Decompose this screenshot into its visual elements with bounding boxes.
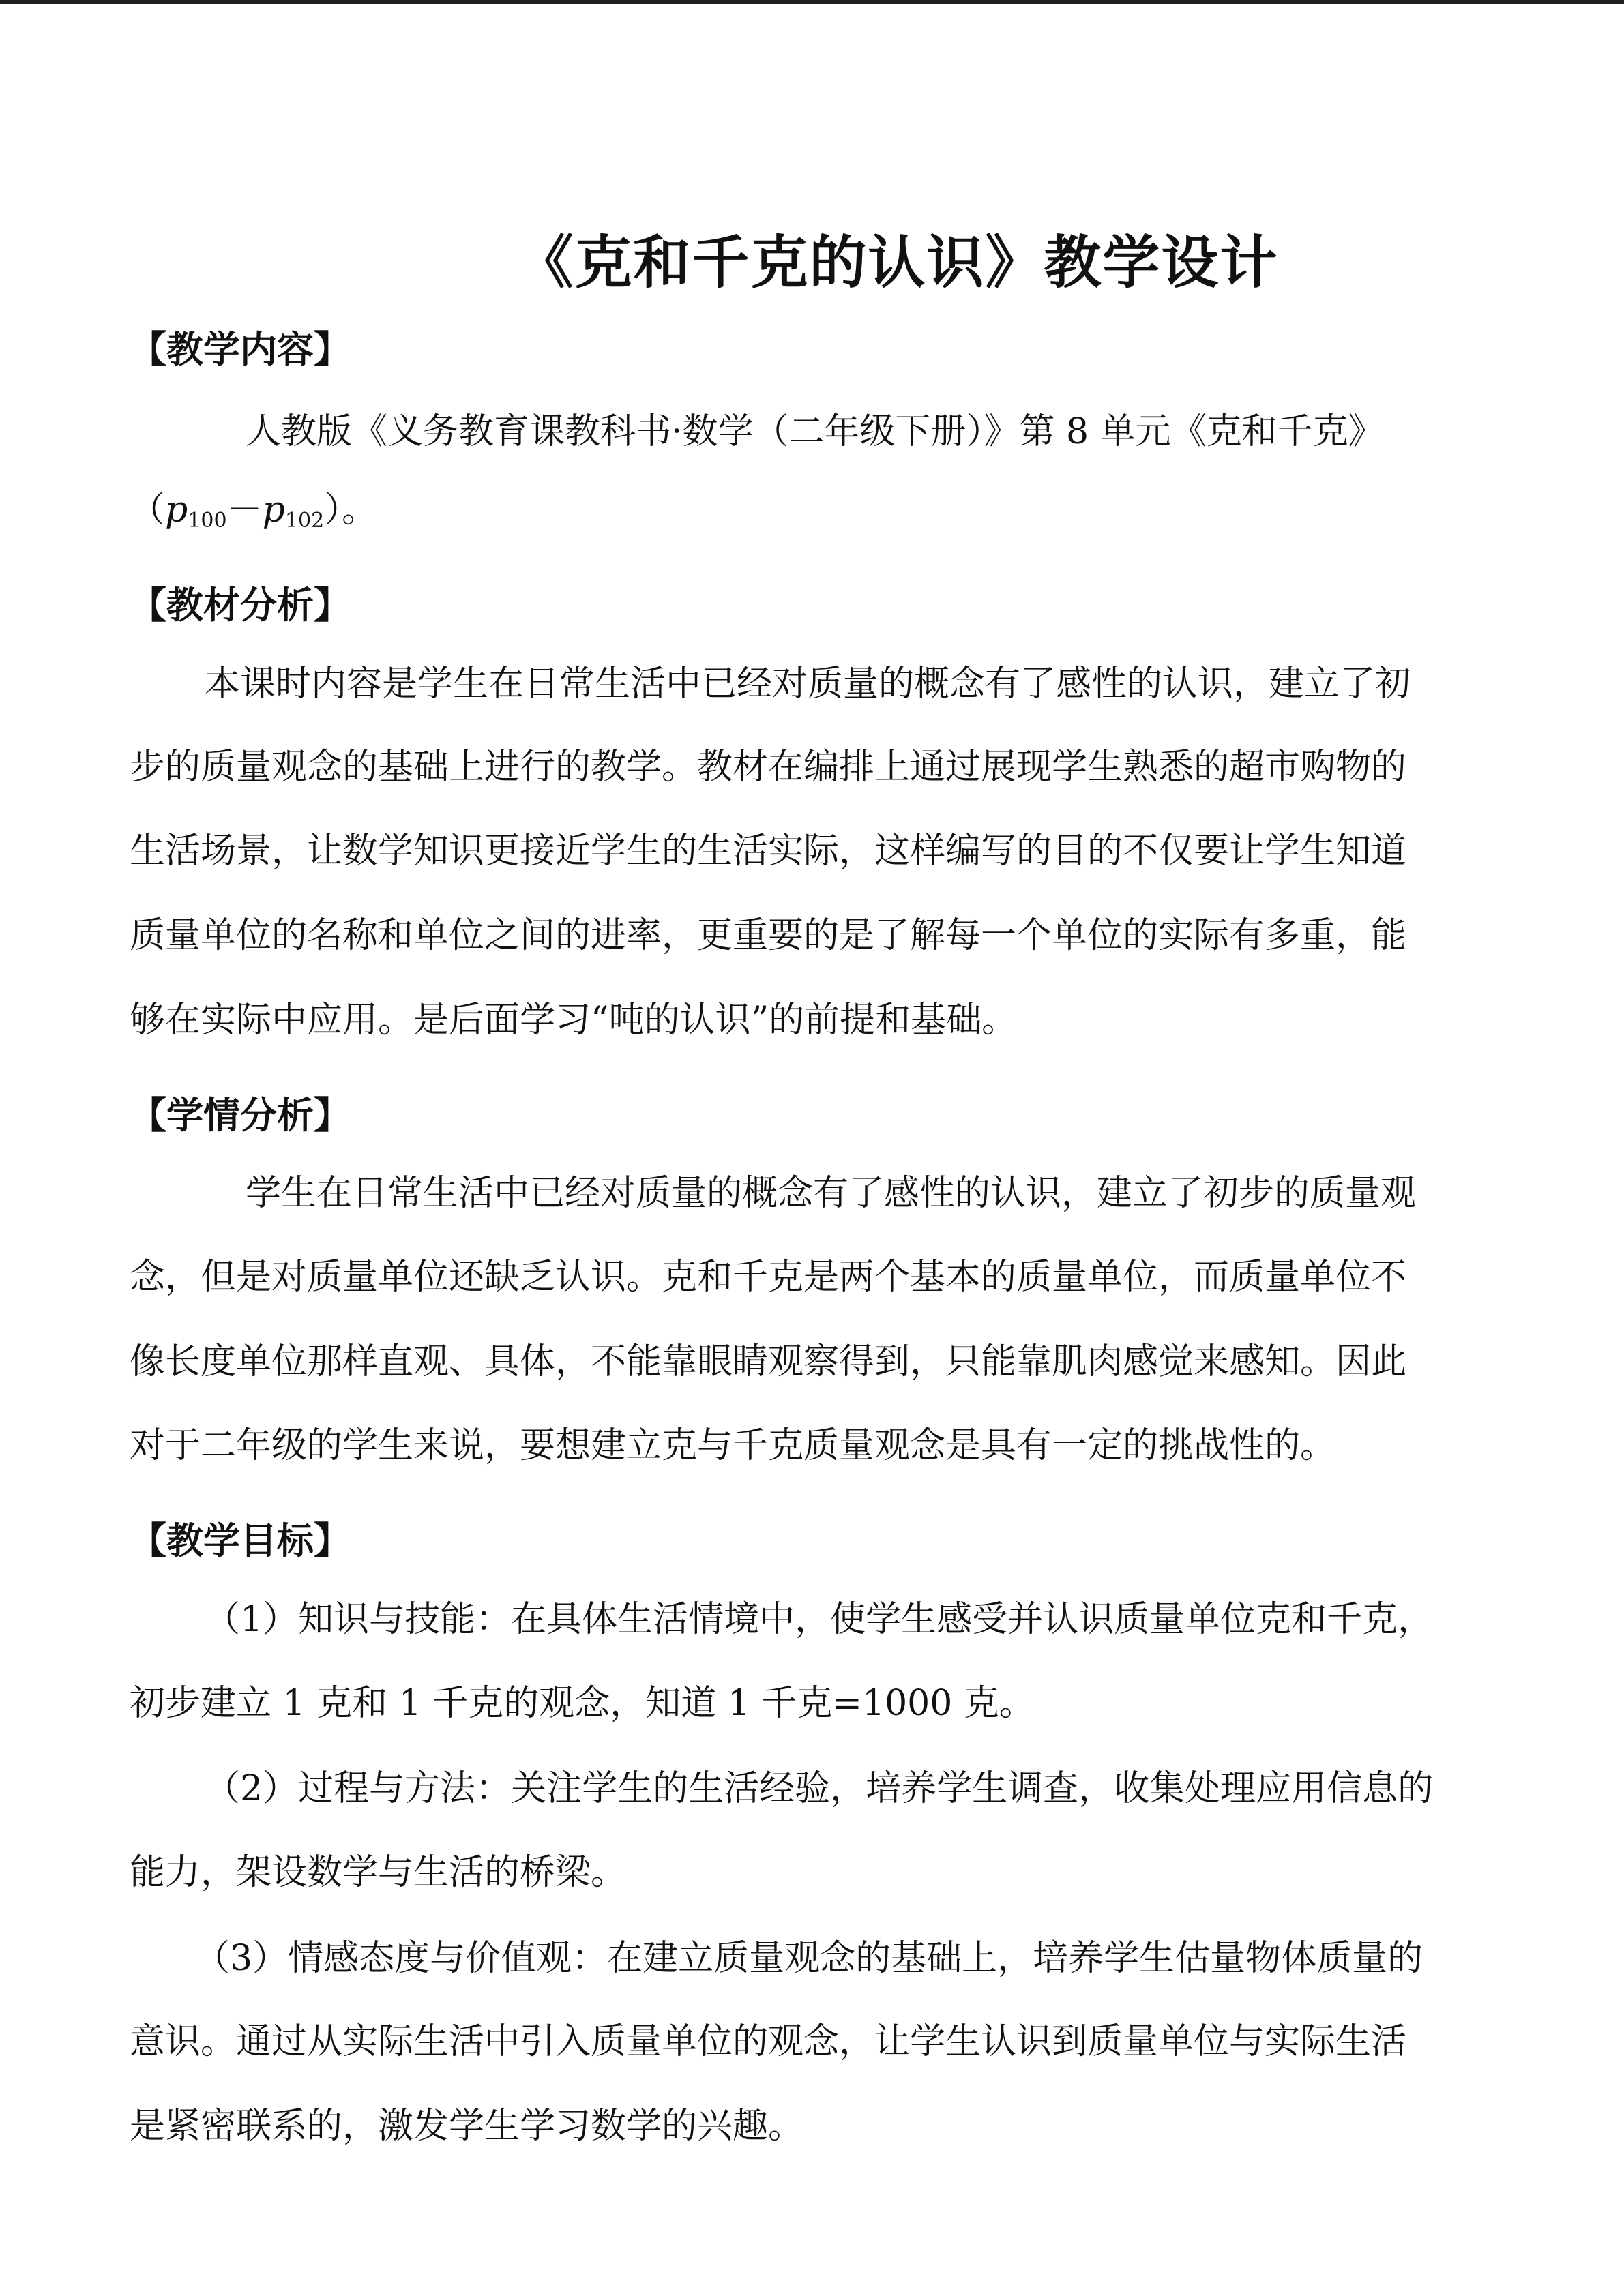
heading-student-analysis: 【学情分析】 — [130, 1093, 351, 1137]
goals-line-7: 是紧密联系的，激发学生学习数学的兴趣。 — [130, 2106, 804, 2147]
page-start-sub: 100 — [188, 509, 227, 533]
page-range-dash: － — [226, 490, 263, 531]
material-line-3: 生活场景，让数学知识更接近学生的生活实际，这样编写的目的不仅要让学生知道 — [130, 831, 1407, 871]
top-border-line — [0, 0, 1624, 4]
page-end-sub: 102 — [284, 509, 325, 533]
students-line-3: 像长度单位那样直观、具体，不能靠眼睛观察得到，只能靠肌肉感觉来感知。因此 — [130, 1341, 1407, 1382]
goals-line-5: （3）情感态度与价值观：在建立质量观念的基础上，培养学生估量物体质量的 — [194, 1938, 1423, 1979]
goals-line-2: 初步建立 1 克和 1 千克的观念，知道 1 千克=1000 克。 — [130, 1683, 1035, 1724]
goals-line-1: （1）知识与技能：在具体生活情境中，使学生感受并认识质量单位克和千克， — [205, 1599, 1434, 1640]
heading-material-analysis: 【教材分析】 — [130, 583, 351, 627]
material-line-1: 本课时内容是学生在日常生活中已经对质量的概念有了感性的认识，建立了初 — [205, 664, 1411, 704]
students-line-1: 学生在日常生活中已经对质量的概念有了感性的认识，建立了初步的质量观 — [246, 1173, 1417, 1214]
goals-line-3: （2）过程与方法：关注学生的生活经验，培养学生调查，收集处理应用信息的 — [205, 1768, 1434, 1809]
heading-teaching-goals: 【教学目标】 — [130, 1519, 351, 1562]
page-range-open: （ — [130, 490, 166, 531]
document-title: 《克和千克的认识》教学设计 — [516, 228, 1279, 296]
students-line-4: 对于二年级的学生来说，要想建立克与千克质量观念是具有一定的挑战性的。 — [130, 1425, 1336, 1466]
goals-line-6: 意识。通过从实际生活中引入质量单位的观念，让学生认识到质量单位与实际生活 — [130, 2021, 1407, 2062]
content-page-range — [130, 490, 377, 541]
material-line-5: 够在实际中应用。是后面学习“吨的认识”的前提和基础。 — [130, 1000, 1018, 1041]
material-line-2: 步的质量观念的基础上进行的教学。教材在编排上通过展现学生熟悉的超市购物的 — [130, 747, 1407, 788]
page-range-close: ）。 — [324, 490, 378, 531]
goals-line-4: 能力，架设数学与生活的桥梁。 — [130, 1852, 627, 1893]
heading-teaching-content: 【教学内容】 — [130, 327, 351, 371]
page-end-var: p — [262, 490, 285, 531]
page-start-var: p — [165, 490, 188, 531]
material-line-4: 质量单位的名称和单位之间的进率，更重要的是了解每一个单位的实际有多重，能 — [130, 915, 1407, 956]
students-line-2: 念，但是对质量单位还缺乏认识。克和千克是两个基本的质量单位，而质量单位不 — [130, 1257, 1407, 1298]
content-line-1: 人教版《义务教育课教科书·数学（二年级下册）》第 8 单元《克和千克》 — [246, 411, 1384, 452]
